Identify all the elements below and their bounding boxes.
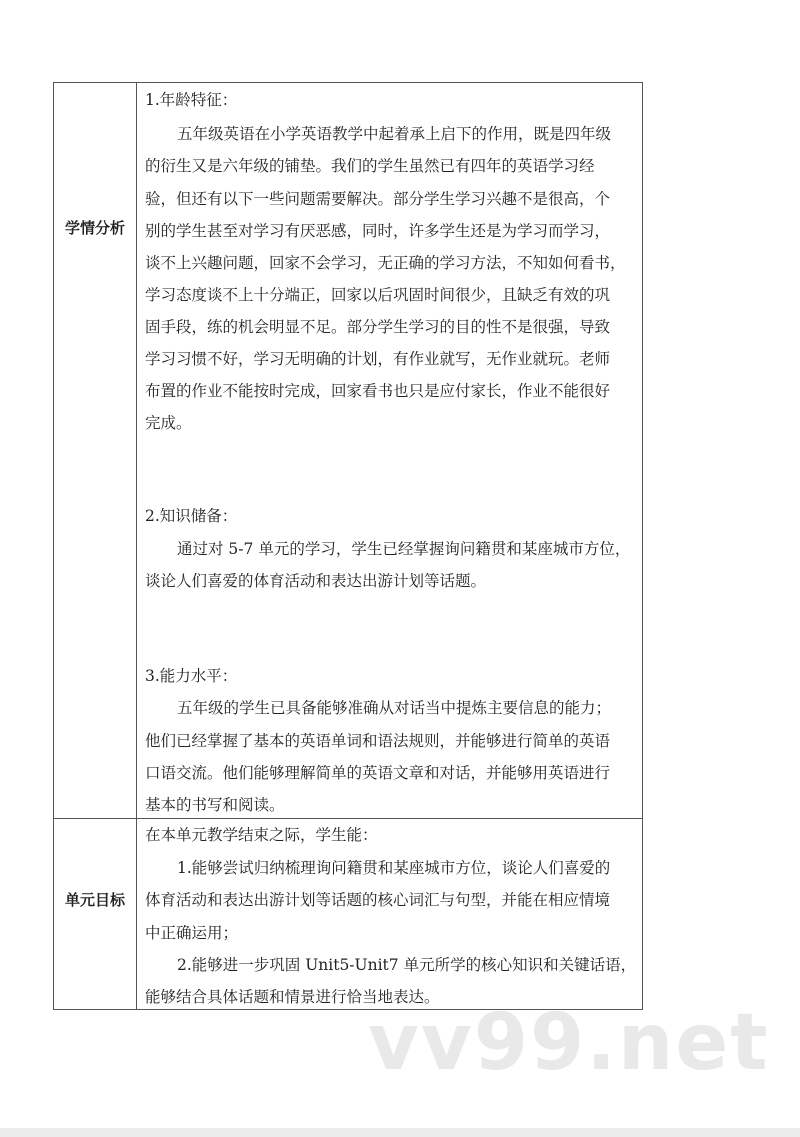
ability-heading: 3.能力水平： <box>145 667 238 685</box>
goal-line: 2.能够进一步巩固 Unit5-Unit7 单元所学的核心知识和关键话语， <box>177 956 637 974</box>
goal-line: 体育活动和表达出游计划等话题的核心词汇与句型，并能在相应情境 <box>145 891 611 909</box>
paragraph-line: 五年级的学生已具备能够准确从对话当中提炼主要信息的能力； <box>177 699 612 717</box>
age-heading: 1.年龄特征： <box>145 91 238 109</box>
page-bottom-edge <box>0 1128 800 1137</box>
goal-line: 中正确运用； <box>145 924 239 942</box>
goal-line: 1.能够尝试归纳梳理询问籍贯和某座城市方位，谈论人们喜爱的 <box>177 859 611 877</box>
goals-intro: 在本单元教学结束之际，学生能： <box>145 826 378 844</box>
paragraph-line: 谈不上兴趣问题，回家不会学习，无正确的学习方法，不知如何看书， <box>145 254 626 272</box>
paragraph-line: 固手段，练的机会明显不足。部分学生学习的目的性不是很强，导致 <box>145 318 611 336</box>
paragraph-line: 通过对 5-7 单元的学习，学生已经掌握询问籍贯和某座城市方位， <box>177 540 631 558</box>
paragraph-line: 他们已经掌握了基本的英语单词和语法规则，并能够进行简单的英语 <box>145 732 611 750</box>
knowledge-heading: 2.知识储备： <box>145 507 238 525</box>
paragraph-line: 五年级英语在小学英语教学中起着承上启下的作用，既是四年级 <box>177 125 612 143</box>
paragraph-line: 布置的作业不能按时完成，回家看书也只是应付家长，作业不能很好 <box>145 382 611 400</box>
watermark: vv99.net <box>368 998 770 1088</box>
row-divider <box>54 818 642 819</box>
paragraph-line: 口语交流。他们能够理解简单的英语文章和对话，并能够用英语进行 <box>145 764 611 782</box>
column-divider <box>136 83 137 1009</box>
paragraph-line: 验，但还有以下一些问题需要解决。部分学生学习兴趣不是很高，个 <box>145 190 611 208</box>
analysis-table <box>53 82 643 1010</box>
goal-line: 能够结合具体话题和情景进行恰当地表达。 <box>145 988 440 1006</box>
paragraph-line: 基本的书写和阅读。 <box>145 796 285 814</box>
paragraph-line: 完成。 <box>145 414 192 432</box>
paragraph-line: 别的学生甚至对学习有厌恶感，同时，许多学生还是为学习而学习， <box>145 222 611 240</box>
paragraph-line: 学习习惯不好，学习无明确的计划，有作业就写，无作业就玩。老师 <box>145 350 611 368</box>
paragraph-line: 的衍生又是六年级的铺垫。我们的学生虽然已有四年的英语学习经 <box>145 157 595 175</box>
row-label-unit-goals: 单元目标 <box>64 891 125 909</box>
paragraph-line: 谈论人们喜爱的体育活动和表达出游计划等话题。 <box>145 572 487 590</box>
paragraph-line: 学习态度谈不上十分端正，回家以后巩固时间很少，且缺乏有效的巩 <box>145 286 611 304</box>
row-label-student-analysis: 学情分析 <box>64 219 125 237</box>
